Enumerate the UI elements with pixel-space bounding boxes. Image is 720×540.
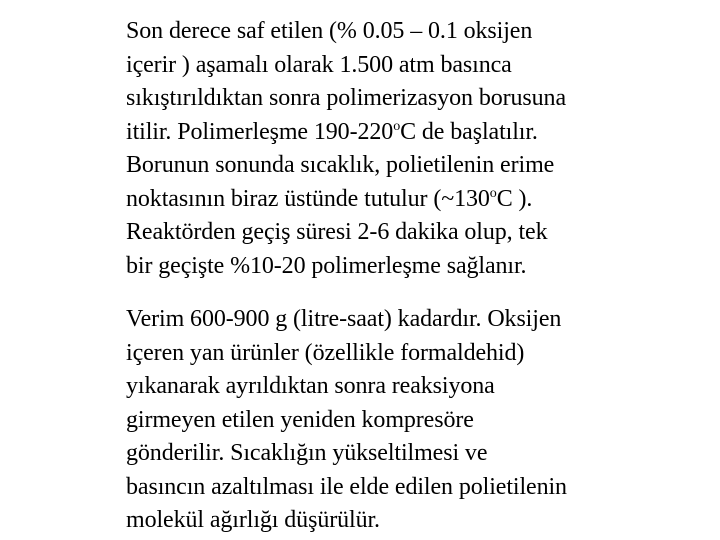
- text-line: Reaktörden geçiş süresi 2-6 dakika olup, tek: [126, 219, 548, 245]
- text-fragment: itilir. Polimerleşme 190-220: [126, 118, 394, 145]
- paragraph-yield-and-byproducts: [126, 303, 686, 538]
- text-line: molekül ağırlığı düşürülür.: [126, 507, 380, 533]
- text-fragment: C ).: [496, 185, 533, 212]
- text-line: yıkanarak ayrıldıktan sonra reaksiyona: [126, 373, 495, 399]
- text-line: Son derece saf etilen (% 0.05 – 0.1 oksijen: [126, 18, 533, 44]
- degree-superscript: o: [489, 185, 497, 201]
- text-fragment: C de başlatılır.: [400, 118, 538, 145]
- text-fragment: noktasının biraz üstünde tutulur (~130: [126, 185, 490, 212]
- degree-superscript: o: [393, 118, 401, 134]
- text-line: sıkıştırıldıktan sonra polimerizasyon borusuna: [126, 85, 566, 111]
- text-line: içeren yan ürünler (özellikle formaldehid): [126, 339, 525, 366]
- paragraph-polymerization-process: [126, 15, 686, 283]
- text-line: Verim 600-900 g (litre-saat) kadardır. Oksijen: [126, 306, 562, 332]
- text-line: bir geçişte %10-20 polimerleşme sağlanır.: [126, 252, 527, 279]
- text-line: Borunun sonunda sıcaklık, polietilenin erime: [126, 152, 555, 178]
- text-line-with-degree: [126, 183, 686, 217]
- text-line: girmeyen etilen yeniden kompresöre: [126, 406, 474, 433]
- text-line: içerir ) aşamalı olarak 1.500 atm basınca: [126, 51, 512, 78]
- text-line: gönderilir. Sıcaklığın yükseltilmesi ve: [126, 440, 488, 466]
- text-line: basıncın azaltılması ile elde edilen polietilenin: [126, 473, 567, 500]
- text-line-with-degree: [126, 116, 686, 150]
